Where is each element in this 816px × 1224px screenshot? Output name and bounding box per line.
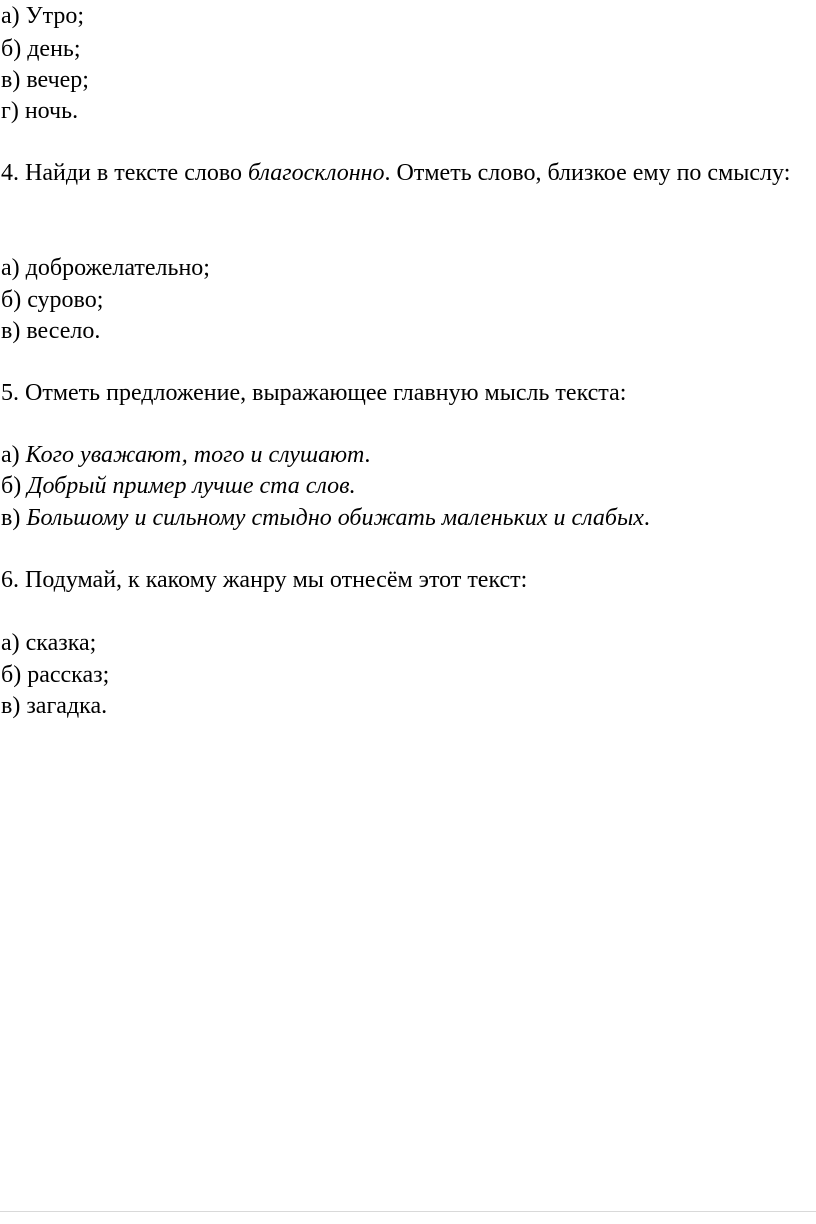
q5-option-v-text: Большому и сильному стыдно обижать маленьких и слабых [26, 505, 644, 531]
question-4-text-start: 4. Найди в тексте слово [1, 160, 249, 186]
option-g-night: г) ночь. [1, 98, 79, 124]
option-b-day: б) день; [1, 36, 81, 62]
q4-option-a: а) доброжелательно; [1, 255, 210, 281]
q5-option-a-text: Кого уважают, того и слушают [25, 442, 365, 468]
question-4 [1, 158, 811, 188]
q6-option-a: а) сказка; [1, 630, 97, 656]
q5-option-v-period: . [643, 505, 650, 531]
q4-option-v: в) весело. [1, 318, 101, 344]
q5-option-v-letter: в) [1, 505, 27, 531]
q6-option-b: б) рассказ; [1, 662, 110, 688]
question-4-text-end: . Отметь слово, близкое ему по смыслу: [384, 160, 791, 186]
question-5: 5. Отметь предложение, выражающее главную мысль текста: [1, 380, 627, 406]
question-6: 6. Подумай, к какому жанру мы отнесём этот текст: [1, 567, 528, 593]
option-v-evening: в) вечер; [1, 67, 89, 93]
q5-option-a-letter: а) [1, 442, 26, 468]
page-bottom-divider [0, 1211, 816, 1212]
question-4-keyword: благосклонно [248, 160, 385, 186]
q5-option-a-period: . [364, 442, 371, 468]
q5-option-b-letter: б) [1, 473, 28, 499]
option-a-morning: а) Утро; [1, 3, 85, 29]
q5-option-a [1, 440, 370, 470]
q5-option-b-text: Добрый пример лучше ста слов. [27, 473, 356, 499]
q5-option-b [1, 471, 356, 501]
q5-option-v [1, 503, 650, 533]
q4-option-b: б) сурово; [1, 287, 104, 313]
q6-option-v: в) загадка. [1, 693, 108, 719]
